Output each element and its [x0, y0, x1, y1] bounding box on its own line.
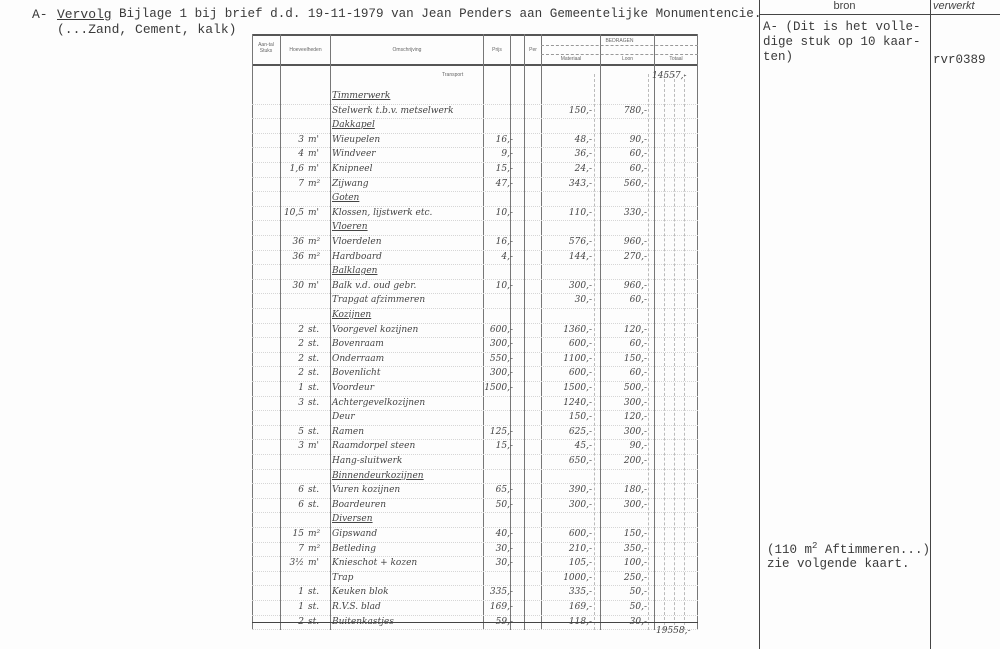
row-loon: 90,-	[629, 134, 647, 145]
row-unit: m²	[308, 237, 321, 247]
row-loon: 120,-	[623, 324, 647, 335]
row-description: Raamdorpel steen	[332, 441, 416, 452]
row-loon: 200,-	[623, 456, 647, 466]
row-price: 9,-	[501, 149, 513, 160]
row-unit: m'	[308, 207, 320, 218]
row-price: 4,-	[501, 251, 513, 262]
col-omschrijving: Omschrijving	[392, 47, 422, 53]
row-quantity: 36	[292, 237, 304, 247]
table-row	[252, 250, 698, 266]
row-materiaal: 169,-	[568, 602, 592, 612]
row-description: Knipneel	[332, 164, 373, 174]
row-description: Kozijnen	[332, 310, 372, 320]
row-unit: m'	[308, 280, 320, 291]
row-unit: m²	[308, 529, 321, 539]
table-row	[252, 396, 698, 412]
row-loon: 100,-	[623, 558, 647, 569]
row-description: Hang-sluitwerk	[332, 456, 403, 466]
table-row	[252, 177, 698, 193]
row-loon: 960,-	[623, 237, 647, 247]
row-description: Voorgevel kozijnen	[332, 324, 419, 335]
table-row	[252, 600, 698, 616]
row-unit: st.	[308, 383, 320, 393]
row-loon: 300,-	[623, 499, 647, 510]
row-quantity: 3	[298, 134, 304, 145]
row-unit: m²	[308, 543, 321, 554]
row-materiaal: 45,-	[574, 441, 592, 452]
row-quantity: 15	[292, 529, 304, 539]
row-price: 169,-	[489, 602, 513, 612]
table-row	[252, 133, 698, 149]
row-price: 16,-	[495, 237, 513, 247]
table-row	[252, 279, 698, 295]
table-row	[252, 323, 698, 339]
row-loon: 50,-	[629, 602, 647, 612]
row-materiaal: 390,-	[568, 485, 592, 496]
row-description: Voordeur	[332, 383, 374, 393]
row-price: 50,-	[495, 499, 513, 510]
row-unit: st.	[308, 485, 320, 496]
row-description: Stelwerk t.b.v. metselwerk	[332, 105, 454, 116]
row-price: 10,-	[495, 207, 513, 218]
row-materiaal: 1500,-	[563, 383, 592, 393]
table-row	[252, 366, 698, 382]
row-materiaal: 300,-	[568, 280, 592, 291]
table-row	[252, 162, 698, 178]
row-quantity: 1	[298, 587, 304, 598]
row-loon: 120,-	[623, 412, 647, 423]
row-quantity: 6	[298, 499, 304, 510]
row-materiaal: 300,-	[568, 499, 592, 510]
row-price: 300,-	[489, 339, 513, 350]
row-materiaal: 36,-	[574, 149, 592, 160]
row-description: Betleding	[332, 543, 376, 554]
row-materiaal: 335,-	[568, 587, 592, 598]
table-row	[252, 104, 698, 120]
row-materiaal: 118,-	[568, 616, 592, 627]
row-unit: st.	[308, 397, 320, 408]
row-loon: 250,-	[623, 572, 647, 583]
row-unit: st.	[308, 616, 320, 627]
row-materiaal: 343,-	[568, 178, 592, 189]
row-quantity: 2	[298, 353, 304, 364]
section-heading-row	[252, 220, 698, 236]
header-vervolg: Vervolg	[57, 7, 112, 22]
row-quantity: 2	[298, 368, 304, 379]
row-loon: 30,-	[629, 616, 647, 627]
row-unit: m²	[308, 251, 321, 262]
row-description: Wieupelen	[332, 134, 381, 145]
row-description: Goten	[332, 193, 360, 204]
row-description: Knieschot + kozen	[332, 558, 418, 569]
row-quantity: 36	[292, 251, 304, 262]
row-description: Hardboard	[332, 251, 382, 262]
row-price: 335,-	[489, 587, 513, 598]
table-row	[252, 542, 698, 558]
row-description: Balklagen	[332, 266, 378, 277]
row-unit: m'	[308, 558, 320, 569]
section-heading-row	[252, 308, 698, 324]
row-loon: 300,-	[623, 397, 647, 408]
row-loon: 180,-	[623, 485, 647, 496]
header-prefix: A-	[32, 7, 48, 22]
row-quantity: 7	[298, 543, 304, 554]
table-row	[252, 147, 698, 163]
row-materiaal: 144,-	[568, 251, 592, 262]
section-heading-row	[252, 469, 698, 485]
row-price: 30,-	[495, 543, 513, 554]
row-unit: st.	[308, 324, 320, 335]
row-description: Timmerwerk	[332, 91, 391, 101]
row-materiaal: 150,-	[568, 412, 592, 423]
row-loon: 150,-	[623, 529, 647, 539]
row-price: 47,-	[495, 178, 513, 189]
row-loon: 300,-	[623, 426, 647, 437]
row-description: Bovenlicht	[332, 368, 381, 379]
row-unit: m'	[308, 164, 320, 174]
row-quantity: 1,6	[289, 164, 304, 174]
row-description: R.V.S. blad	[332, 602, 381, 612]
row-materiaal: 600,-	[568, 368, 592, 379]
table-row	[252, 454, 698, 470]
row-description: Vloeren	[332, 222, 368, 233]
section-heading-row	[252, 89, 698, 105]
row-unit: st.	[308, 339, 320, 350]
bron-note-line2: dige stuk op 10 kaar-	[763, 35, 921, 49]
row-description: Buitenkastjes	[332, 616, 394, 627]
row-quantity: 1	[298, 383, 304, 393]
row-unit: st.	[308, 602, 320, 612]
table-row	[252, 585, 698, 601]
row-unit: st.	[308, 426, 320, 437]
row-loon: 350,-	[623, 543, 647, 554]
row-loon: 150,-	[623, 353, 647, 364]
row-quantity: 3½	[289, 558, 304, 569]
col-aantal: Aan-tal Stuks	[258, 42, 274, 54]
row-materiaal: 1100,-	[563, 353, 592, 364]
row-loon: 60,-	[629, 368, 647, 379]
row-description: Keuken blok	[332, 587, 389, 598]
row-quantity: 3	[298, 441, 304, 452]
section-heading-row	[252, 264, 698, 280]
row-quantity: 7	[298, 178, 304, 189]
bron-label: bron	[833, 0, 856, 12]
table-row	[252, 235, 698, 251]
section-heading-row	[252, 191, 698, 207]
row-description: Klossen, lijstwerk etc.	[332, 207, 433, 218]
row-description: Balk v.d. oud gebr.	[332, 280, 417, 291]
row-price: 600,-	[489, 324, 513, 335]
row-materiaal: 1240,-	[563, 397, 592, 408]
row-description: Boardeuren	[332, 499, 387, 510]
section-heading-row	[252, 512, 698, 528]
row-loon: 330,-	[623, 207, 647, 218]
bron-note-line1: A- (Dit is het volle-	[763, 20, 921, 34]
row-unit: st.	[308, 587, 320, 598]
table-row	[252, 352, 698, 368]
row-description: Zijwang	[332, 178, 369, 189]
col-materiaal: Materiaal	[560, 56, 582, 62]
row-loon: 60,-	[629, 339, 647, 350]
row-price: 40,-	[495, 529, 513, 539]
row-unit: m'	[308, 441, 320, 452]
row-description: Vuren kozijnen	[332, 485, 401, 496]
row-description: Ramen	[332, 426, 365, 437]
table-row	[252, 381, 698, 397]
row-materiaal: 600,-	[568, 339, 592, 350]
verwerkt-label: verwerkt	[933, 0, 975, 12]
row-description: Deur	[332, 412, 355, 423]
note-volgende-kaart: zie volgende kaart.	[767, 557, 910, 571]
row-quantity: 4	[298, 149, 304, 160]
row-price: 1500,-	[484, 383, 513, 393]
table-row	[252, 293, 698, 309]
row-loon: 50,-	[629, 587, 647, 598]
row-description: Gipswand	[332, 529, 378, 539]
row-description: Windveer	[332, 149, 376, 160]
row-price: 65,-	[495, 485, 513, 496]
row-loon: 560,-	[623, 178, 647, 189]
row-materiaal: 650,-	[568, 456, 592, 466]
row-price: 30,-	[495, 558, 513, 569]
row-quantity: 1	[298, 602, 304, 612]
row-loon: 500,-	[623, 383, 647, 393]
row-unit: m²	[308, 178, 321, 189]
row-quantity: 30	[292, 280, 304, 291]
row-materiaal: 1360,-	[563, 324, 592, 335]
row-price: 15,-	[495, 441, 513, 452]
row-price: 300,-	[489, 368, 513, 379]
grand-total: 19558,-	[656, 626, 691, 636]
row-materiaal: 600,-	[568, 529, 592, 539]
row-description: Achtergevelkozijnen	[332, 397, 426, 408]
row-loon: 270,-	[623, 251, 647, 262]
row-unit: st.	[308, 353, 320, 364]
table-row	[252, 439, 698, 455]
table-row	[252, 410, 698, 426]
row-materiaal: 48,-	[574, 134, 592, 145]
row-materiaal: 24,-	[574, 164, 592, 174]
row-description: Diversen	[332, 514, 373, 525]
table-row	[252, 425, 698, 441]
col-bedragen: BEDRAGEN	[605, 38, 634, 44]
row-quantity: 5	[298, 426, 304, 437]
row-loon: 60,-	[629, 295, 647, 306]
row-loon: 780,-	[623, 105, 647, 116]
row-unit: st.	[308, 499, 320, 510]
row-quantity: 10,5	[283, 207, 304, 218]
row-loon: 60,-	[629, 149, 647, 160]
row-price: 15,-	[495, 164, 513, 174]
col-hoeveelheden: Hoeveelheden	[289, 47, 322, 53]
row-loon: 90,-	[629, 441, 647, 452]
col-totaal: Totaal	[669, 56, 683, 62]
row-loon: 960,-	[623, 280, 647, 291]
row-description: Dakkapel	[332, 120, 375, 131]
row-unit: m'	[308, 149, 320, 160]
col-loon: Loon	[621, 56, 634, 62]
row-quantity: 2	[298, 616, 304, 627]
row-quantity: 2	[298, 339, 304, 350]
row-price: 59,-	[495, 616, 513, 627]
row-materiaal: 625,-	[568, 426, 592, 437]
row-price: 10,-	[495, 280, 513, 291]
row-price: 125,-	[489, 426, 513, 437]
row-description: Vloerdelen	[332, 237, 382, 247]
row-quantity: 3	[298, 397, 304, 408]
row-quantity: 2	[298, 324, 304, 335]
table-row	[252, 571, 698, 587]
bron-note-line3: ten)	[763, 50, 794, 64]
row-description: Trapgat afzimmeren	[332, 295, 426, 306]
table-row	[252, 337, 698, 353]
row-description: Binnendeurkozijnen	[332, 470, 424, 481]
row-price: 16,-	[495, 134, 513, 145]
table-row	[252, 556, 698, 572]
section-heading-row	[252, 118, 698, 134]
col-prijs: Prijs	[492, 47, 502, 53]
verwerkt-code: rvr0389	[933, 53, 986, 67]
row-description: Trap	[332, 572, 354, 583]
row-materiaal: 110,-	[568, 207, 592, 218]
table-row	[252, 498, 698, 514]
row-description: Onderraam	[332, 353, 385, 364]
col-per: Per	[529, 47, 537, 53]
header-line1: Bijlage 1 bij brief d.d. 19-11-1979 van Jean Penders aan Gemeentelijke Monumentencie.	[119, 7, 762, 21]
table-row	[252, 206, 698, 222]
row-materiaal: 30,-	[574, 295, 592, 306]
row-materiaal: 576,-	[568, 237, 592, 247]
table-row	[252, 527, 698, 543]
transport-total: 14557,-	[652, 71, 687, 81]
row-unit: m'	[308, 134, 320, 145]
row-loon: 60,-	[629, 164, 647, 174]
table-row	[252, 483, 698, 499]
header-line2: (...Zand, Cement, kalk)	[57, 22, 237, 37]
row-price: 550,-	[489, 353, 513, 364]
row-materiaal: 105,-	[568, 558, 592, 569]
cost-form	[252, 34, 698, 640]
row-materiaal: 1000,-	[563, 572, 592, 583]
source-panel	[759, 0, 1000, 649]
row-materiaal: 150,-	[568, 105, 592, 116]
row-description: Bovenraam	[332, 339, 384, 350]
row-unit: st.	[308, 368, 320, 379]
row-quantity: 6	[298, 485, 304, 496]
note-aftimmeren: (110 $m^2$ Aftimmeren...)	[767, 541, 930, 558]
transport-label: Transport	[442, 72, 464, 78]
row-materiaal: 210,-	[568, 543, 592, 554]
